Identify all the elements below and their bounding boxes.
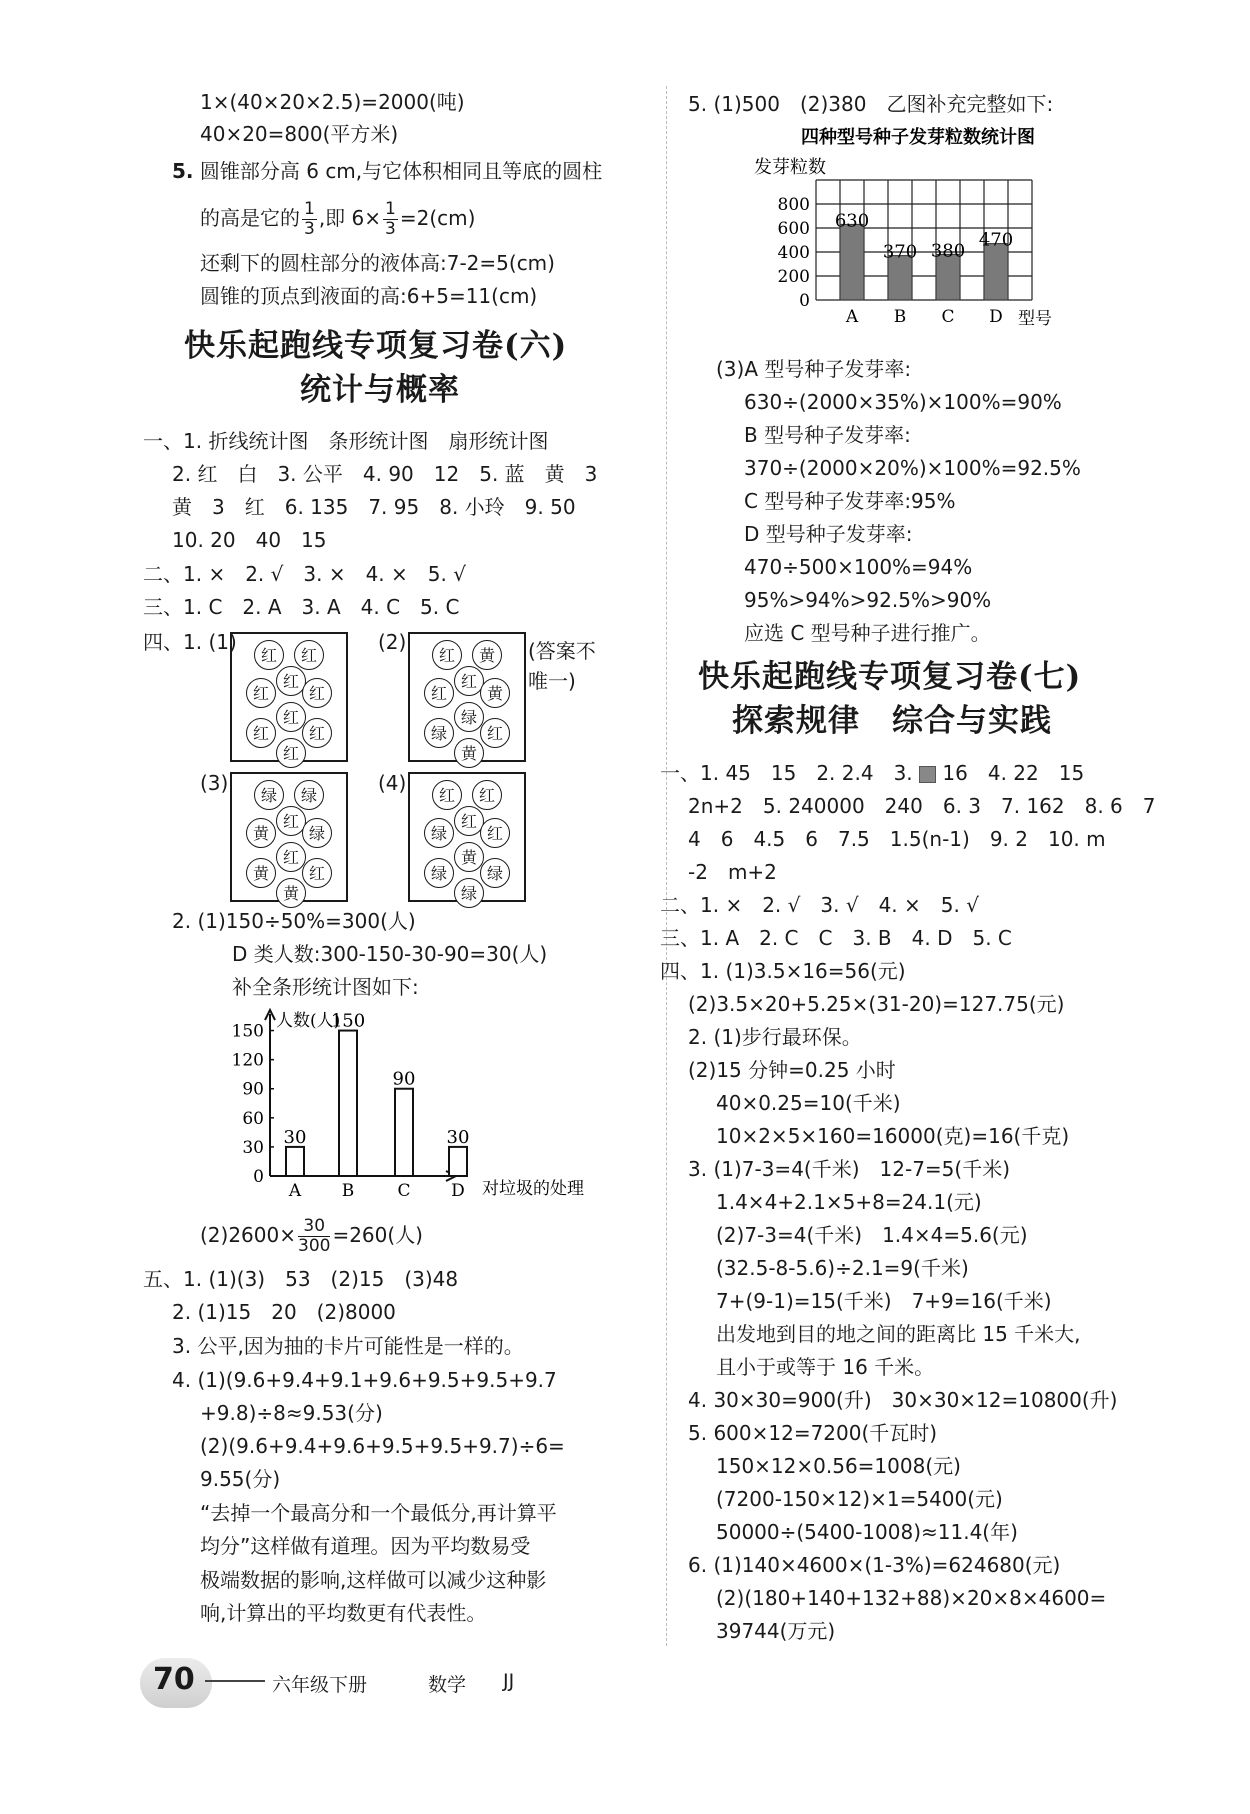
r-sec4-line-15: 5. 600×12=7200(千瓦时): [688, 1421, 938, 1445]
y-axis-label: 人数(人): [276, 1011, 341, 1031]
ball-1-7: 红: [276, 702, 306, 732]
ball-1-1: 红: [254, 640, 284, 670]
category-A: A: [845, 307, 859, 327]
r-sec4-line-12: 出发地到目的地之间的距离比 15 千米大,: [716, 1322, 1081, 1346]
footer-swoosh: [205, 1680, 265, 1682]
q5-number: 5.: [172, 159, 194, 183]
sec1-line-3: 黄 3 红 6. 135 7. 95 8. 小玲 9. 50: [172, 495, 576, 519]
bar-A: [840, 224, 864, 300]
sec5-line-6: (2)(9.6+9.4+9.6+9.5+9.5+9.7)÷6=: [200, 1434, 565, 1458]
r-sec4-line-18: 50000÷(5400-1008)≈11.4(年): [716, 1520, 1018, 1544]
r-sec4-line-16: 150×12×0.56=1008(元): [716, 1454, 961, 1478]
footer-subject: 数学: [428, 1674, 467, 1696]
sec1-line-1: 一、1. 折线统计图 条形统计图 扇形统计图: [143, 429, 549, 453]
q5-text: 圆锥部分高 6 cm,与它体积相同且等底的圆柱: [199, 159, 603, 183]
waste-bar-chart: [220, 1006, 640, 1206]
seed-bar-chart: [740, 124, 1120, 354]
data-label-B: 370: [882, 241, 918, 263]
data-label-B: 150: [330, 1010, 366, 1032]
left-top-line-2: 40×20=800(平方米): [200, 122, 399, 146]
category-C: C: [941, 307, 955, 327]
ball-4-7: 黄: [454, 842, 484, 872]
page-number: 70: [153, 1662, 195, 1697]
ball-1-2: 红: [294, 640, 324, 670]
ball-1-4: 红: [276, 666, 306, 696]
ball-2-2: 黄: [472, 640, 502, 670]
y-tick-400: 400: [777, 243, 810, 263]
ball-3-2: 绿: [294, 780, 324, 810]
ball-3-6: 黄: [246, 858, 276, 888]
r-sec1-line-1: [660, 760, 1084, 786]
ball-1-8: 红: [302, 718, 332, 748]
r-sec1-line-4: -2 m+2: [688, 860, 777, 884]
category-B: B: [341, 1181, 355, 1201]
y-axis-label: 发芽粒数: [754, 157, 826, 178]
ball-2-4: 红: [454, 666, 484, 696]
ball-4-3: 绿: [424, 818, 454, 848]
left-top-line-1: 1×(40×20×2.5)=2000(吨): [200, 90, 465, 114]
r-sec4-line-10: (32.5-8-5.6)÷2.1=9(千米): [716, 1256, 969, 1280]
ball-1-9: 红: [276, 738, 306, 768]
q2-line-1: 2. (1)150÷50%=300(人): [172, 909, 416, 933]
category-B: B: [893, 307, 907, 327]
q2-line-2: D 类人数:300-150-30-90=30(人): [232, 942, 548, 966]
section-title-6: 快乐起跑线专项复习卷(六): [184, 328, 568, 364]
footer-edition: JJ: [503, 1670, 515, 1692]
r-sec4-line-9: (2)7-3=4(千米) 1.4×4=5.6(元): [716, 1223, 1028, 1247]
right-after-3: B 型号种子发芽率:: [744, 423, 911, 447]
sec5-line-11: 响,计算出的平均数更有代表性。: [200, 1601, 487, 1625]
ball-4-4: 红: [454, 806, 484, 836]
category-A: A: [288, 1181, 302, 1201]
x-axis-label: 对垃圾的处理: [482, 1179, 584, 1199]
ball-4-1: 红: [432, 780, 462, 810]
section-title-7: 快乐起跑线专项复习卷(七): [698, 659, 1082, 695]
q5-line-2-c: =2(cm): [399, 206, 476, 230]
y-tick-120: 120: [231, 1050, 264, 1071]
bar-C: [395, 1089, 413, 1176]
footer-grade: 六年级下册: [272, 1674, 368, 1696]
section-subtitle-7: 探索规律 综合与实践: [732, 703, 1052, 739]
r-sec2-line: 二、1. × 2. √ 3. √ 4. × 5. √: [660, 893, 979, 917]
r-sec1-a: 一、1. 45 15 2. 2.4 3.: [660, 761, 913, 785]
r-sec4-line-5: 40×0.25=10(千米): [716, 1091, 901, 1115]
data-label-A: 30: [283, 1126, 307, 1148]
r-sec4-line-11: 7+(9-1)=15(千米) 7+9=16(千米): [716, 1289, 1052, 1313]
r-sec4-line-2: (2)3.5×20+5.25×(31-20)=127.75(元): [688, 992, 1065, 1016]
q5-line-2-a: 的高是它的: [200, 206, 300, 230]
ball-box-2: [408, 632, 526, 762]
category-C: C: [397, 1181, 411, 1201]
column-divider: [666, 86, 667, 1646]
ball-1-3: 红: [246, 678, 276, 708]
sec1-line-2: 2. 红 白 3. 公平 4. 90 12 5. 蓝 黄 3: [172, 462, 598, 486]
r-sec4-line-21: 39744(万元): [716, 1619, 836, 1643]
sec3-line: 三、1. C 2. A 3. A 4. C 5. C: [143, 595, 460, 619]
q5-line-3: 还剩下的圆柱部分的液体高:7-2=5(cm): [200, 251, 555, 275]
sec5-line-3: 3. 公平,因为抽的卡片可能性是一样的。: [172, 1334, 524, 1358]
ball-box-3: [230, 772, 348, 902]
ball-box-1: [230, 632, 348, 762]
q2-line-3: 补全条形统计图如下:: [232, 975, 419, 999]
box-label-3: (3): [200, 771, 229, 795]
fraction-30-300: $\frac{30}{300}$: [298, 1216, 331, 1256]
r-sec4-line-1: 四、1. (1)3.5×16=56(元): [660, 959, 906, 983]
section-subtitle-6: 统计与概率: [300, 372, 460, 408]
ball-2-3: 红: [424, 678, 454, 708]
right-after-2: 630÷(2000×35%)×100%=90%: [744, 390, 1062, 414]
sec5-line-4: 4. (1)(9.6+9.4+9.1+9.6+9.5+9.5+9.7: [172, 1368, 557, 1392]
sec5-line-2: 2. (1)15 20 (2)8000: [172, 1300, 396, 1324]
sec5-line-5: +9.8)÷8≈9.53(分): [200, 1401, 383, 1425]
ball-4-2: 红: [472, 780, 502, 810]
r-sec4-line-3: 2. (1)步行最环保。: [688, 1025, 862, 1049]
ball-4-6: 绿: [424, 858, 454, 888]
r-sec4-line-6: 10×2×5×160=16000(克)=16(千克): [716, 1124, 1070, 1148]
right-after-5: C 型号种子发芽率:95%: [744, 489, 956, 513]
ball-2-9: 黄: [454, 738, 484, 768]
right-after-1: (3)A 型号种子发芽率:: [716, 357, 912, 381]
data-label-C: 90: [392, 1068, 416, 1090]
ball-3-7: 红: [276, 842, 306, 872]
category-D: D: [451, 1181, 465, 1201]
ball-4-9: 绿: [454, 878, 484, 908]
category-D: D: [989, 307, 1003, 327]
sec5-line-8: “去掉一个最高分和一个最低分,再计算平: [200, 1501, 557, 1525]
r-sec3-line: 三、1. A 2. C C 3. B 4. D 5. C: [660, 926, 1012, 950]
gray-square-icon: [919, 766, 936, 783]
ball-1-5: 红: [302, 678, 332, 708]
x-axis-label: 型号: [1018, 309, 1052, 329]
ball-3-9: 黄: [276, 878, 306, 908]
data-label-A: 630: [834, 210, 870, 232]
q2-line-4-a: (2)2600×: [200, 1223, 296, 1247]
y-tick-30: 30: [242, 1137, 264, 1158]
y-tick-90: 90: [242, 1079, 264, 1100]
r-sec1-line-2: 2n+2 5. 240000 240 6. 3 7. 162 8. 6 7: [688, 794, 1156, 818]
right-after-9: 应选 C 型号种子进行推广。: [744, 621, 991, 645]
r-sec4-line-4: (2)15 分钟=0.25 小时: [688, 1058, 896, 1082]
ball-4-5: 红: [480, 818, 510, 848]
box-label-4: (4): [378, 771, 407, 795]
y-tick-150: 150: [231, 1021, 264, 1042]
right-after-6: D 型号种子发芽率:: [744, 522, 913, 546]
sec5-line-9: 均分”这样做有道理。因为平均数易受: [200, 1534, 531, 1558]
box-note: (答案不唯一): [528, 639, 596, 693]
r-sec4-line-20: (2)(180+140+132+88)×20×8×4600=: [716, 1586, 1107, 1610]
y-tick-200: 200: [777, 267, 810, 287]
y-tick-800: 800: [777, 195, 810, 215]
right-q5-line: 5. (1)500 (2)380 乙图补充完整如下:: [688, 92, 1054, 116]
y-tick-0: 0: [799, 291, 810, 311]
r-sec4-line-8: 1.4×4+2.1×5+8=24.1(元): [716, 1190, 982, 1214]
r-sec4-line-13: 且小于或等于 16 千米。: [716, 1355, 935, 1379]
q2-line-4-b: =260(人): [332, 1223, 423, 1247]
ball-3-5: 绿: [302, 818, 332, 848]
r-sec4-line-14: 4. 30×30=900(升) 30×30×12=10800(升): [688, 1388, 1118, 1412]
ball-3-4: 红: [276, 806, 306, 836]
fraction-one-third-2: $\frac{1}{3}$: [385, 199, 396, 239]
chart-title: 四种型号种子发芽粒数统计图: [801, 127, 1035, 148]
ball-box-4: [408, 772, 526, 902]
bar-A: [286, 1147, 304, 1176]
q5-line-1: [172, 158, 602, 184]
q5-line-4: 圆锥的顶点到液面的高:6+5=11(cm): [200, 284, 538, 308]
bar-D: [449, 1147, 467, 1176]
data-label-D: 30: [446, 1126, 470, 1148]
r-sec4-line-19: 6. (1)140×4600×(1-3%)=624680(元): [688, 1553, 1061, 1577]
sec1-line-4: 10. 20 40 15: [172, 528, 327, 552]
data-label-D: 470: [978, 229, 1014, 251]
sec5-line-7: 9.55(分): [200, 1467, 281, 1491]
bar-B: [339, 1031, 357, 1176]
ball-2-1: 红: [432, 640, 462, 670]
sec2-line: 二、1. × 2. √ 3. × 4. × 5. √: [143, 562, 466, 586]
ball-2-5: 黄: [480, 678, 510, 708]
ball-3-1: 绿: [254, 780, 284, 810]
sec5-line-1: 五、1. (1)(3) 53 (2)15 (3)48: [143, 1267, 459, 1291]
ball-2-7: 绿: [454, 702, 484, 732]
ball-3-3: 黄: [246, 818, 276, 848]
sec5-line-10: 极端数据的影响,这样做可以减少这种影: [200, 1568, 547, 1592]
r-sec4-line-17: (7200-150×12)×1=5400(元): [716, 1487, 1003, 1511]
y-tick-600: 600: [777, 219, 810, 239]
box-label-2: (2): [378, 630, 407, 654]
q2-line-4: [200, 1212, 423, 1258]
fraction-one-third: $\frac{1}{3}$: [304, 199, 315, 239]
ball-2-8: 红: [480, 718, 510, 748]
q5-line-2-b: ,即 6×: [318, 206, 382, 230]
r-sec4-line-7: 3. (1)7-3=4(千米) 12-7=5(千米): [688, 1157, 1011, 1181]
r-sec1-b: 16 4. 22 15: [942, 761, 1085, 785]
ball-4-8: 绿: [480, 858, 510, 888]
ball-1-6: 红: [246, 718, 276, 748]
q5-line-2: [200, 196, 475, 240]
bar-D: [984, 244, 1008, 300]
sec4-label: 四、1. (1): [143, 630, 237, 654]
right-after-4: 370÷(2000×20%)×100%=92.5%: [744, 456, 1081, 480]
y-tick-60: 60: [242, 1108, 264, 1129]
y-tick-0: 0: [253, 1167, 264, 1187]
right-after-7: 470÷500×100%=94%: [744, 555, 973, 579]
right-after-8: 95%>94%>92.5%>90%: [744, 588, 992, 612]
ball-2-6: 绿: [424, 718, 454, 748]
ball-3-8: 红: [302, 858, 332, 888]
r-sec1-line-3: 4 6 4.5 6 7.5 1.5(n-1) 9. 2 10. m: [688, 827, 1106, 851]
data-label-C: 380: [930, 240, 966, 262]
